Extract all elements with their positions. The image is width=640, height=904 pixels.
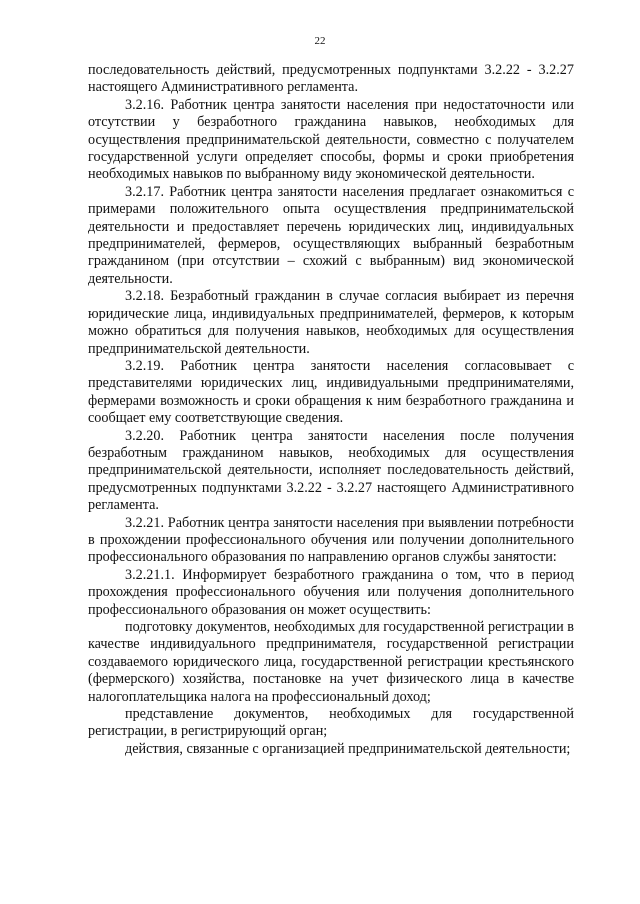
paragraph-3-2-20: 3.2.20. Работник центра занятости населения после получения безработным гражданином навыков, необходимых для осуществления предпринимательской деятельности, исполняет последовательность действий, предусмотренных подпунктами 3.2.22 - 3.2.27 настоящего Административного регламента. bbox=[88, 427, 574, 514]
paragraph-3-2-21-1: 3.2.21.1. Информирует безработного гражданина о том, что в период прохождения профессионального обучения или получения дополнительного профессионального образования он может осуществить: bbox=[88, 566, 574, 618]
paragraph-3-2-19: 3.2.19. Работник центра занятости населения согласовывает с представителями юридических лиц, индивидуальными предпринимателями, фермерами возможность и сроки обращения к ним безработного гражданина и сообщает ему соответствующие сведения. bbox=[88, 357, 574, 427]
paragraph-3-2-18: 3.2.18. Безработный гражданин в случае согласия выбирает из перечня юридические лица, индивидуальных предпринимателей, фермеров, к которым можно обратиться для получения навыков, необходимых для осуществления предпринимательской деятельности. bbox=[88, 288, 574, 357]
page-number: 22 bbox=[314, 35, 326, 47]
document-body bbox=[88, 62, 574, 758]
list-item-business-organization: действия, связанные с организацией предпринимательской деятельности; bbox=[125, 740, 571, 757]
list-item-document-submission: представление документов, необходимых для государственной регистрации, в регистрирующий орган; bbox=[88, 706, 574, 740]
paragraph-3-2-21: 3.2.21. Работник центра занятости населения при выявлении потребности в прохождении профессионального обучения или получении дополнительного профессионального образования по направлению органов службы занятости: bbox=[88, 514, 574, 566]
paragraph-3-2-17: 3.2.17. Работник центра занятости населения предлагает ознакомиться с примерами положительного опыта осуществления предпринимательской деятельности и предоставляет перечень юридических лиц, индивидуальных предпринимателей, фермеров, осуществляющих выбранный безработным гражданином (при отсутствии – схожий с выбранным) вид экономической деятельности. bbox=[88, 183, 574, 287]
paragraph-continuation: последовательность действий, предусмотренных подпунктами 3.2.22 - 3.2.27 настоящего Административного регламента. bbox=[88, 62, 574, 96]
paragraph-3-2-16: 3.2.16. Работник центра занятости населения при недостаточности или отсутствии у безработного гражданина навыков, необходимых для осуществления предпринимательской деятельности, совместно с получателем государственной услуги определяет способы, формы и сроки приобретения необходимых навыков по выбранному виду экономической деятельности. bbox=[88, 96, 574, 183]
list-item-document-preparation: подготовку документов, необходимых для государственной регистрации в качестве индивидуального предпринимателя, государственной регистрации создаваемого юридического лица, государственной регистрации крестьянского (фермерского) хозяйства, постановке на учет физического лица в качестве налогоплательщика налога на профессиональный доход; bbox=[88, 619, 574, 705]
